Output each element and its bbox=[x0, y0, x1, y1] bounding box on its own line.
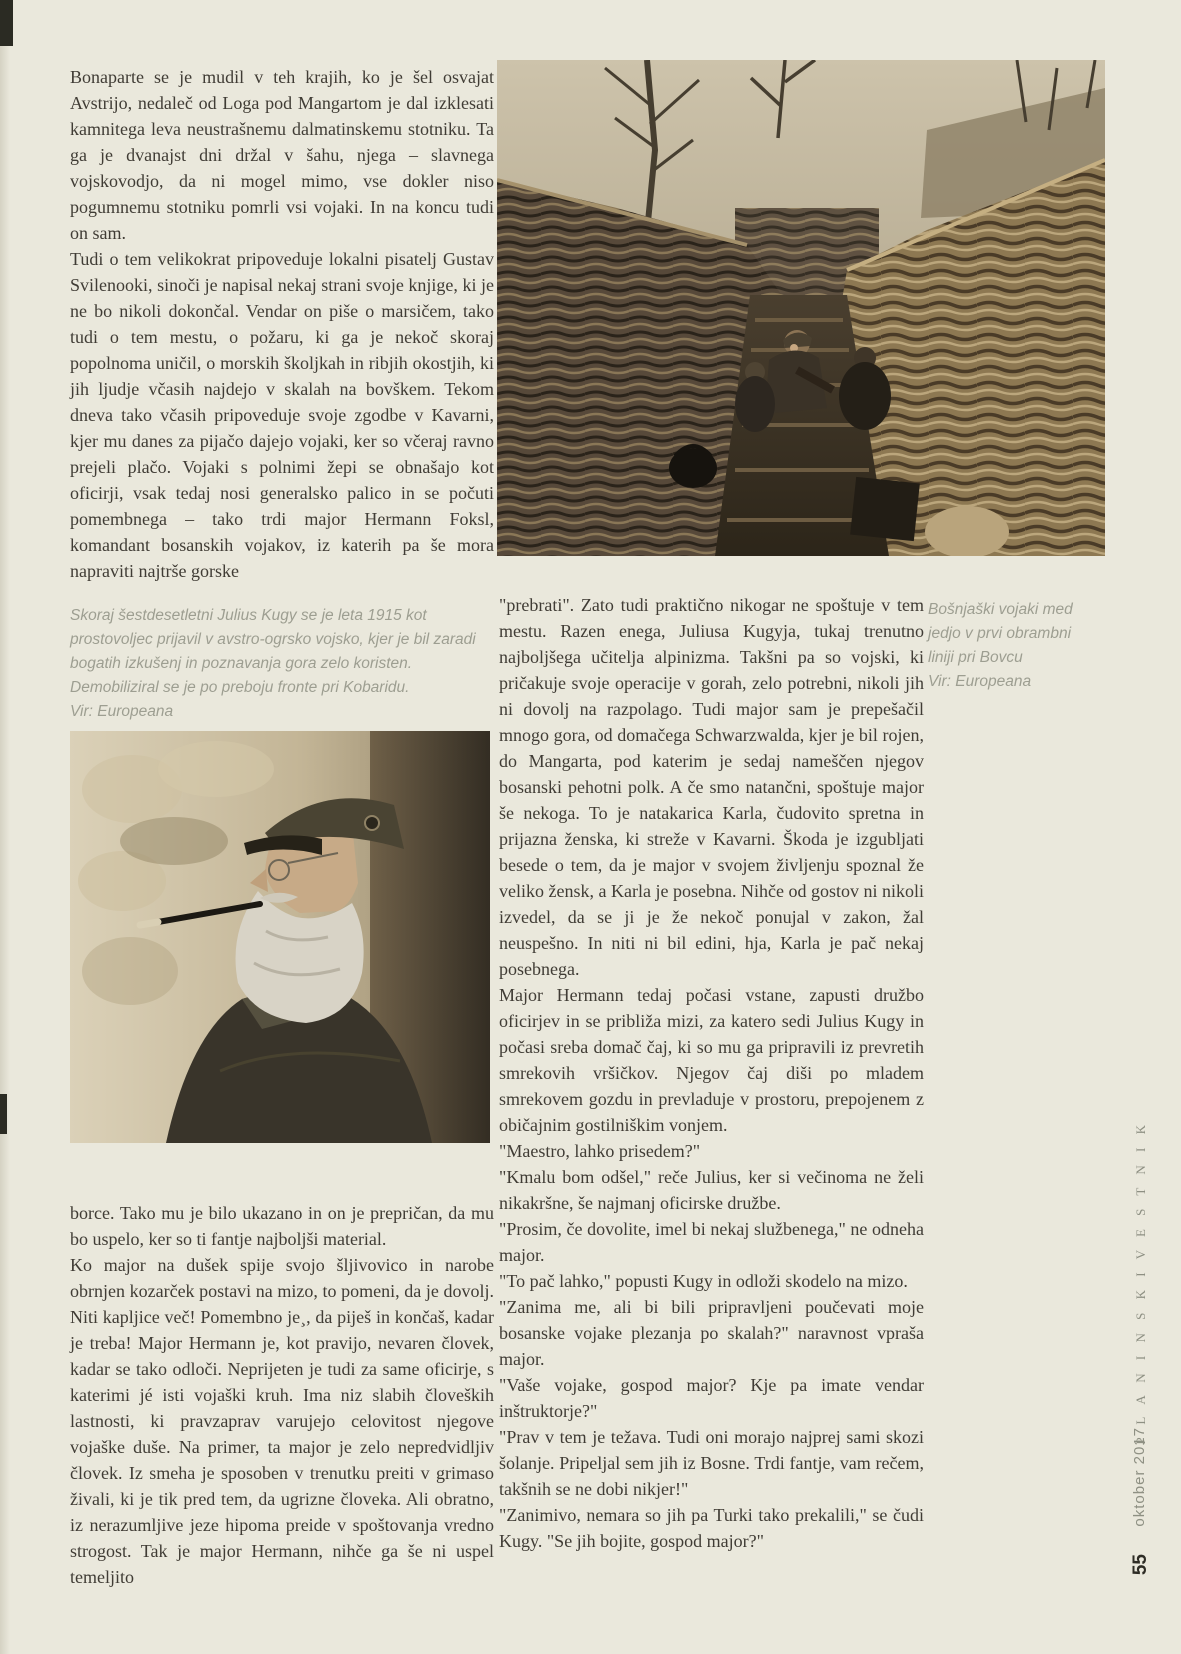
sack bbox=[925, 506, 1009, 556]
caption-line: Bošnjaški vojaki med bbox=[928, 601, 1073, 618]
text-column-top-left bbox=[70, 64, 494, 584]
paragraph: "Maestro, lahko prisedem?" bbox=[499, 1141, 701, 1161]
caption-line: liniji pri Bovcu bbox=[928, 649, 1023, 666]
portrait-photo-art bbox=[70, 731, 490, 1143]
crate bbox=[850, 477, 920, 541]
paragraph: "Kmalu bom odšel," reče Julius, ker si večinoma ne želi nikakršne, še najmanj oficirske družbe. bbox=[499, 1167, 924, 1213]
page-edge-mark-mid bbox=[0, 1094, 7, 1134]
cigarette-tip bbox=[140, 922, 158, 925]
paragraph: "prebrati". Zato tudi praktično nikogar ne spoštuje v tem mestu. Razen enega, Juliusa Kugyja, tukaj trenutno najboljšega učitelja alpinizma. Takšni pa so vojski, ki pričakuje svoje operacije v gorah, zelo potrebni, nikoli jih ni dovolj na razpolago. Tudi major sam je prepešačil mnogo gora, od domačega Schwarzwalda, kjer je bil rojen, do Mangarta, pod katerim je sedaj nameščen njegov bosanski pehotni polk. A če smo natančni, spoštuje major še nekoga. To je natakarica Karla, čudovito spretna in prijazna ženska, ki streže v Kavarni. Škoda je izgubljati besede o tem, da je major v svojem življenju spoznal že veliko žensk, a Karla je posebna. Nihče od gostov ni nikoli izvedel, da se ji je že nekoč ponujal v zakon, žal neuspešno. In niti ni bil edini, hja, Karla je pač nekaj posebnega. bbox=[499, 595, 924, 979]
portrait-caption bbox=[70, 604, 494, 724]
caption-line: jedjo v prvi obrambni bbox=[928, 625, 1072, 642]
photo-credit: Vir: Europeana bbox=[70, 703, 174, 720]
magazine-title: P L A N I N S K I V E S T N I K bbox=[1133, 1120, 1148, 1445]
paragraph: "Vaše vojake, gospod major? Kje pa imate vendar inštruktorje?" bbox=[499, 1375, 924, 1421]
photo-credit: Vir: Europeana bbox=[928, 673, 1032, 690]
portrait-photo bbox=[70, 731, 490, 1143]
trench-photo-art bbox=[497, 60, 1105, 556]
kettle bbox=[669, 446, 717, 488]
paragraph: Tudi o tem velikokrat pripoveduje lokalni pisatelj Gustav Svilenooki, sinoči je napisal nekaj strani svoje knjige, ki je ne bo nikoli dokončal. Vendar on piše o marsičem, tako tudi o tem mestu, o požaru, ki ga je nekoč skoraj popolnoma uničil, o morskih školjkah in ribjih okostjih, ki jih ljudje včasih najdejo v skalah na bovškem. Tekom dneva tako včasih pripoveduje svoje zgodbe v Kavarni, kjer mu danes za pijačo dajejo vojaki, ker so včeraj ravno prejeli plačo. Vojaki s polnimi žepi se obnašajo kot oficirji, vsak tedaj nosi generalsko palico in se počuti pomembnega – tako trdi major Hermann Foksl, komandant bosanskih vojakov, iz katerih pa še mora napraviti najtrše gorske bbox=[70, 249, 494, 581]
text-column-bottom-left bbox=[70, 1200, 494, 1590]
page-edge-mark-top bbox=[0, 0, 13, 46]
cap-badge bbox=[365, 816, 379, 830]
paragraph: Ko major na dušek spije svojo šljivovico in narobe obrnjen kozarček postavi na mizo, to pomeni, da je dovolj. Niti kapljice več! Pomembno je¸, da piješ in končaš, kadar je treba! Major Hermann je, kot pravijo, nevaren človek, kadar se tako odloči. Neprijeten je tudi za same oficirje, s katerimi jé isti vojaški kruh. Ima niz slabih človeških lastnosti, ki pravzaprav varujejo celovitost njegove vojaške duše. Na primer, ta major je zelo nepredvidljiv človek. Iz smeha je sposoben v trenutku preiti v grimaso živali, ki je tik pred tem, da ugrizne človeka. Ali obratno, iz nerazumljive jeze hipoma preide v spoštovanja vredno strogost. Tak je major Hermann, nihče ga še ni uspel temeljito bbox=[70, 1255, 494, 1587]
paragraph: "Zanima me, ali bi bili pripravljeni poučevati moje bosanske vojake plezanja po skalah?" naravnost vpraša major. bbox=[499, 1297, 924, 1369]
paragraph: "Zanimivo, nemara so jih pa Turki tako prekalili," se čudi Kugy. "Se jih bojite, gospod major?" bbox=[499, 1505, 924, 1551]
paragraph: borce. Tako mu je bilo ukazano in on je prepričan, da mu bo uspelo, ker so ti fantje najboljši material. bbox=[70, 1203, 494, 1249]
page-number: 55 bbox=[1130, 1554, 1151, 1576]
text-column-right bbox=[499, 592, 924, 1554]
trench-photo bbox=[497, 60, 1105, 556]
scan-gutter bbox=[0, 0, 10, 1654]
paragraph: Major Hermann tedaj počasi vstane, zapusti družbo oficirjev in se približa mizi, za katero sedi Julius Kugy in počasi sreba domač čaj, ki so mu ga pripravili iz prevretih smrekovih vršičkov. Njegov čaj diši po mladem smrekovem gozdu in prevladuje v prostoru, prepojenem z običajnim gostilniškim vonjem. bbox=[499, 985, 924, 1135]
paragraph: "Prosim, če dovolite, imel bi nekaj službenega," ne odneha major. bbox=[499, 1219, 924, 1265]
paragraph: Bonaparte se je mudil v teh krajih, ko je šel osvajat Avstrijo, nedaleč od Loga pod Mangartom je dal izklesati kamnitega leva neustrašnemu dalmatinskemu stotniku. Ta ga je dvanajst dni držal v šahu, njega – slavnega vojskovodjo, da ni mogel mimo, vse dokler niso pogumnemu stotniku pomrli vsi vojaki. In na koncu tudi on sam. bbox=[70, 67, 494, 243]
paragraph: "Prav v tem je težava. Tudi oni morajo najprej sami skozi šolanje. Pripeljal sem jih iz Bosne. Trdi fantje, vam rečem, takšnih se ne dobi nikjer!" bbox=[499, 1427, 924, 1499]
issue-date: oktober 2017 bbox=[1131, 1427, 1148, 1527]
caption-text: Skoraj šestdesetletni Julius Kugy se je leta 1915 kot prostovoljec prijavil v avstro-ogrsko vojsko, kjer je bil zaradi bogatih izkušenj in poznavanja gora zelo koristen. Demobiliziral se je po preboju fronte pri Kobaridu. bbox=[70, 607, 476, 696]
trench-caption bbox=[928, 598, 1098, 694]
paragraph: "To pač lahko," popusti Kugy in odloži skodelo na mizo. bbox=[499, 1271, 908, 1291]
